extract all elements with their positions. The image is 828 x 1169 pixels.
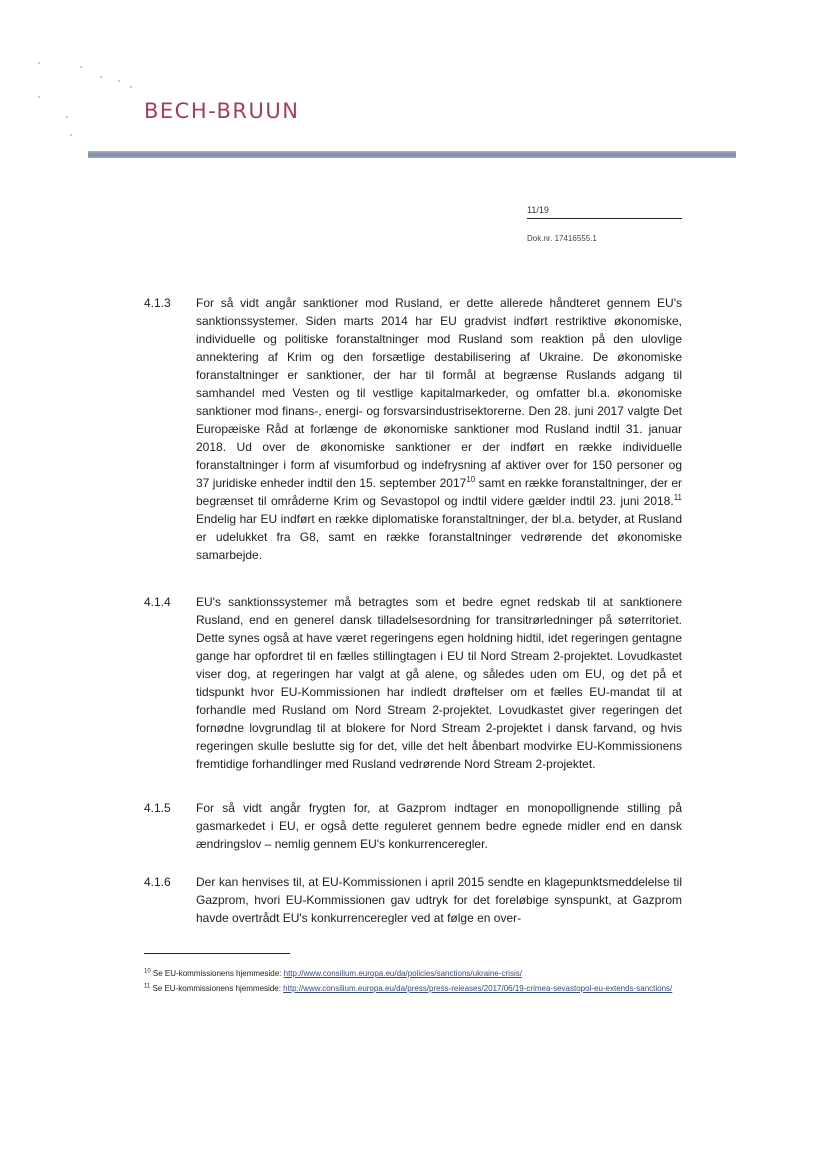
footnote-link[interactable]: http://www.consilium.europa.eu/da/policies/sanctions/ukraine-crisis/ (283, 969, 522, 978)
footnotes (144, 966, 684, 996)
footnote-marker: 11 (144, 983, 151, 990)
scan-speck (80, 66, 82, 68)
text-segment: For så vidt angår sanktioner mod Rusland, er dette allerede håndteret gennem EU's sanktionssystemer. Siden marts 2014 har EU gradvist indført restriktive økonomiske, individuelle og politiske foranstaltninger mod Rusland som reaktion på den ulovlige annektering af Krim og den forsætlige destabilisering af Ukraine. De økonomiske foranstaltninger er sanktioner, der har til formål at begrænse Ruslands adgang til samhandel med Vesten og til vestlige kapitalmarkeder, og omfatter bl.a. økonomiske sanktioner mod finans-, energi- og forsvarsindustrisektorerne. Den 28. juni 2017 valgte Det Europæiske Råd at forlænge de økonomiske sanktioner mod Rusland indtil 31. januar 2018. Ud over de økonomiske sanktioner er der indført en række individuelle foranstaltninger i form af visumforbud og indefrysning af aktiver over for 150 personer og 37 juridiske enheder indtil den 15. september 2017 (196, 296, 682, 490)
footnote-label: Se EU-kommissionens hjemmeside: (150, 969, 284, 978)
footnote-reference[interactable]: 10 (466, 475, 476, 484)
footnote-10 (144, 966, 684, 981)
scan-speck (70, 134, 72, 136)
section-text (196, 294, 682, 564)
section-number: 4.1.4 (144, 595, 171, 609)
meta-divider (527, 218, 682, 219)
section-number: 4.1.5 (144, 801, 171, 815)
section-4-1-4 (144, 593, 684, 773)
section-text: For så vidt angår frygten for, at Gazprom indtager en monopollignende stilling på gasmarkedet i EU, er også dette reguleret gennem bedre egnede midler end en dansk ændringslov – nemlig gennem EU's konkurrenceregler. (196, 801, 682, 851)
text-segment: Endelig har EU indført en række diplomatiske foranstaltninger, der bl.a. betyder, at Rusland er udelukket fra G8, samt en række foranstaltninger vedrørende det økonomiske samarbejde. (196, 512, 682, 562)
page-number: 11/19 (527, 205, 549, 215)
section-number: 4.1.6 (144, 875, 171, 889)
footnote-11 (144, 981, 684, 996)
scan-speck (118, 80, 120, 82)
scan-speck (100, 76, 102, 78)
section-4-1-6 (144, 873, 684, 927)
document-number: Dok.nr. 17416555.1 (527, 234, 597, 243)
scan-speck (66, 116, 68, 118)
footnote-separator (144, 953, 290, 954)
text-segment: samt en række foranstaltninger, der er begrænset til områderne Krim og Sevastopol og indtil videre gælder indtil 23. juni 2018. (196, 476, 682, 508)
footnote-reference[interactable]: 11 (673, 493, 682, 502)
section-text: Der kan henvises til, at EU-Kommissionen i april 2015 sendte en klagepunktsmeddelelse til Gazprom, hvori EU-Kommissionen gav udtryk for det foreløbige synspunkt, at Gazprom havde overtrådt EU's konkurrenceregler ved at følge en over- (196, 875, 682, 925)
footnote-label: Se EU-kommissionens hjemmeside: (150, 984, 284, 993)
section-number: 4.1.3 (144, 296, 171, 310)
company-logo: BECH-BRUUN (144, 99, 300, 123)
footnote-link[interactable]: http://www.consilium.europa.eu/da/press/press-releases/2017/06/19-crimea-sevastopol-eu-extends-sanctions/ (283, 984, 673, 993)
footnote-marker: 10 (144, 968, 151, 975)
scan-speck (38, 96, 40, 98)
header-rule (88, 151, 736, 158)
section-4-1-3 (144, 294, 684, 564)
section-text: EU's sanktionssystemer må betragtes som et bedre egnet redskab til at sanktionere Rusland, end en generel dansk tilladelsesordning for transitrørledninger på søterritoriet. Dette synes også at have været regeringens egen holdning hidtil, idet regeringen gentagne gange har opfordret til en fælles stillingtagen i EU til Nord Stream 2-projektet. Lovudkastet viser dog, at regeringen har valgt at gå alene, og således uden om EU, og det på et tidspunkt hvor EU-Kommissionen har indledt drøftelser om et fælles EU-mandat til at forhandle med Rusland om Nord Stream 2-projektet. Lovudkastet giver regeringen det fornødne lovgrundlag til at blokere for Nord Stream 2-projektet i dansk farvand, og hvis regeringen skulle beslutte sig for det, ville det helt åbenbart modvirke EU-Kommissionens fremtidige forhandlinger med Rusland vedrørende Nord Stream 2-projektet. (196, 595, 682, 771)
scan-speck (38, 62, 40, 64)
section-4-1-5 (144, 799, 684, 853)
scan-speck (130, 86, 132, 88)
